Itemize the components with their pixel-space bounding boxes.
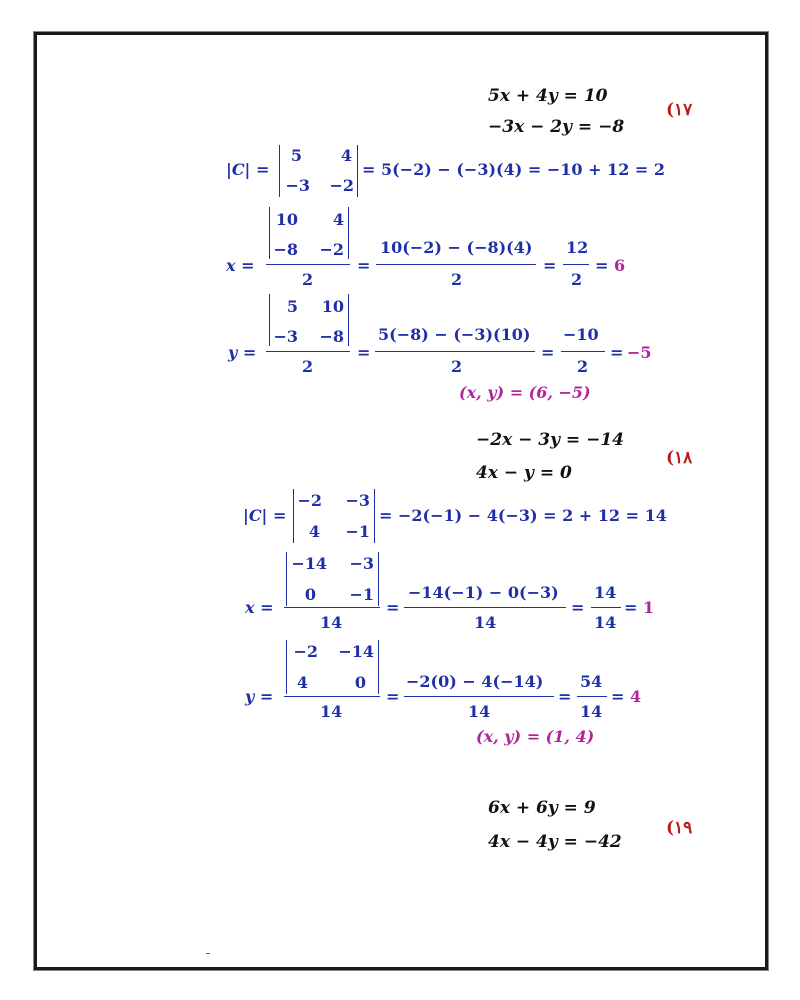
- matrix-bar-right: [357, 145, 358, 197]
- fraction-bar: [591, 607, 621, 608]
- equals-sign: =: [611, 687, 625, 706]
- fraction-denominator: 2: [451, 270, 463, 289]
- fraction-denominator: 2: [571, 270, 583, 289]
- x-label: x =: [245, 598, 274, 617]
- equals-sign: =: [595, 256, 609, 275]
- matrix-cell: −1: [345, 522, 370, 541]
- equals-sign: =: [357, 343, 371, 362]
- matrix-cell: 4: [332, 210, 344, 229]
- equation-1: −2x − 3y = −14: [476, 430, 624, 450]
- equals-sign: =: [624, 598, 638, 617]
- fraction-denominator: 14: [594, 613, 617, 632]
- matrix-cell: 5: [286, 297, 298, 316]
- matrix-cell: −3: [273, 327, 298, 346]
- fraction-denominator: 2: [577, 357, 589, 376]
- equation-2: 4x − y = 0: [476, 463, 572, 483]
- fraction-bar: [266, 351, 350, 352]
- fraction-numerator: 14: [594, 583, 617, 602]
- matrix-cell: −14: [338, 642, 374, 661]
- equals-sign: =: [610, 343, 624, 362]
- det-label: |C| =: [226, 160, 270, 179]
- matrix-cell: −14: [291, 554, 327, 573]
- fraction-numerator: 12: [566, 238, 589, 257]
- fraction-denominator: 2: [451, 357, 463, 376]
- matrix-bar-right: [378, 640, 379, 694]
- fraction-bar: [284, 607, 380, 608]
- y-label: y =: [228, 343, 257, 362]
- fraction-bar: [561, 351, 605, 352]
- fraction-numerator: −14(−1) − 0(−3): [408, 583, 559, 602]
- matrix-cell: 10: [321, 297, 344, 316]
- matrix-bar-right: [348, 294, 349, 346]
- matrix-cell: 0: [304, 585, 316, 604]
- fraction-denominator: 2: [302, 270, 314, 289]
- matrix-cell: −8: [273, 240, 298, 259]
- fraction-denominator: 14: [320, 613, 343, 632]
- det-calculation: = −2(−1) − 4(−3) = 2 + 12 = 14: [379, 506, 667, 525]
- equation-2: −3x − 2y = −8: [488, 117, 625, 137]
- det-calculation: = 5(−2) − (−3)(4) = −10 + 12 = 2: [362, 160, 665, 179]
- fraction-denominator: 2: [302, 357, 314, 376]
- fraction-bar: [266, 264, 350, 265]
- y-result: 4: [630, 687, 642, 706]
- matrix-cell: −1: [349, 585, 374, 604]
- equals-sign: =: [357, 256, 371, 275]
- matrix-cell: 4: [308, 522, 320, 541]
- fraction-bar: [375, 351, 535, 352]
- matrix-cell: 4: [340, 146, 352, 165]
- problem-number: (١٩: [666, 818, 693, 838]
- solution: (x, y) = (6, −5): [459, 383, 591, 402]
- matrix-cell: −2: [319, 240, 344, 259]
- equals-sign: =: [571, 598, 585, 617]
- equals-sign: =: [541, 343, 555, 362]
- matrix-cell: 5: [290, 146, 302, 165]
- matrix-cell: −2: [329, 176, 354, 195]
- y-label: y =: [245, 687, 274, 706]
- matrix-cell: −3: [349, 554, 374, 573]
- fraction-denominator: 14: [580, 702, 603, 721]
- matrix-cell: −2: [297, 491, 322, 510]
- solution: (x, y) = (1, 4): [476, 727, 595, 746]
- y-result: −5: [627, 343, 652, 362]
- fraction-numerator: 5(−8) − (−3)(10): [378, 325, 531, 344]
- x-result: 1: [643, 598, 655, 617]
- problem-number: (١٨: [666, 448, 693, 468]
- equals-sign: =: [543, 256, 557, 275]
- fraction-numerator: 10(−2) − (−8)(4): [380, 238, 533, 257]
- fraction-bar: [376, 264, 536, 265]
- fraction-denominator: 14: [474, 613, 497, 632]
- fraction-bar: [563, 264, 589, 265]
- det-label: |C| =: [243, 506, 287, 525]
- equals-sign: =: [386, 687, 400, 706]
- problem-number: (١٧: [666, 100, 693, 120]
- equation-2: 4x − 4y = −42: [488, 832, 622, 852]
- matrix-cell: −3: [285, 176, 310, 195]
- matrix-cell: −8: [319, 327, 344, 346]
- matrix-bar-right: [378, 552, 379, 606]
- matrix-bar-right: [374, 489, 375, 543]
- matrix-cell: −3: [345, 491, 370, 510]
- fraction-bar: [577, 696, 607, 697]
- fraction-denominator: 14: [320, 702, 343, 721]
- fraction-numerator: 54: [580, 672, 603, 691]
- fraction-bar: [284, 696, 380, 697]
- matrix-cell: −2: [293, 642, 318, 661]
- x-result: 6: [614, 256, 626, 275]
- fraction-denominator: 14: [468, 702, 491, 721]
- matrix-cell: 0: [354, 673, 366, 692]
- matrix-bar-right: [348, 207, 349, 259]
- x-label: x =: [226, 256, 255, 275]
- equation-1: 6x + 6y = 9: [488, 798, 596, 818]
- equals-sign: =: [558, 687, 572, 706]
- fraction-bar: [404, 696, 554, 697]
- equals-sign: =: [386, 598, 400, 617]
- equation-1: 5x + 4y = 10: [488, 86, 608, 106]
- matrix-cell: 4: [296, 673, 308, 692]
- footer-mark: -: [206, 946, 211, 960]
- fraction-bar: [404, 607, 566, 608]
- fraction-numerator: −10: [563, 325, 599, 344]
- fraction-numerator: −2(0) − 4(−14): [406, 672, 544, 691]
- matrix-cell: 10: [275, 210, 298, 229]
